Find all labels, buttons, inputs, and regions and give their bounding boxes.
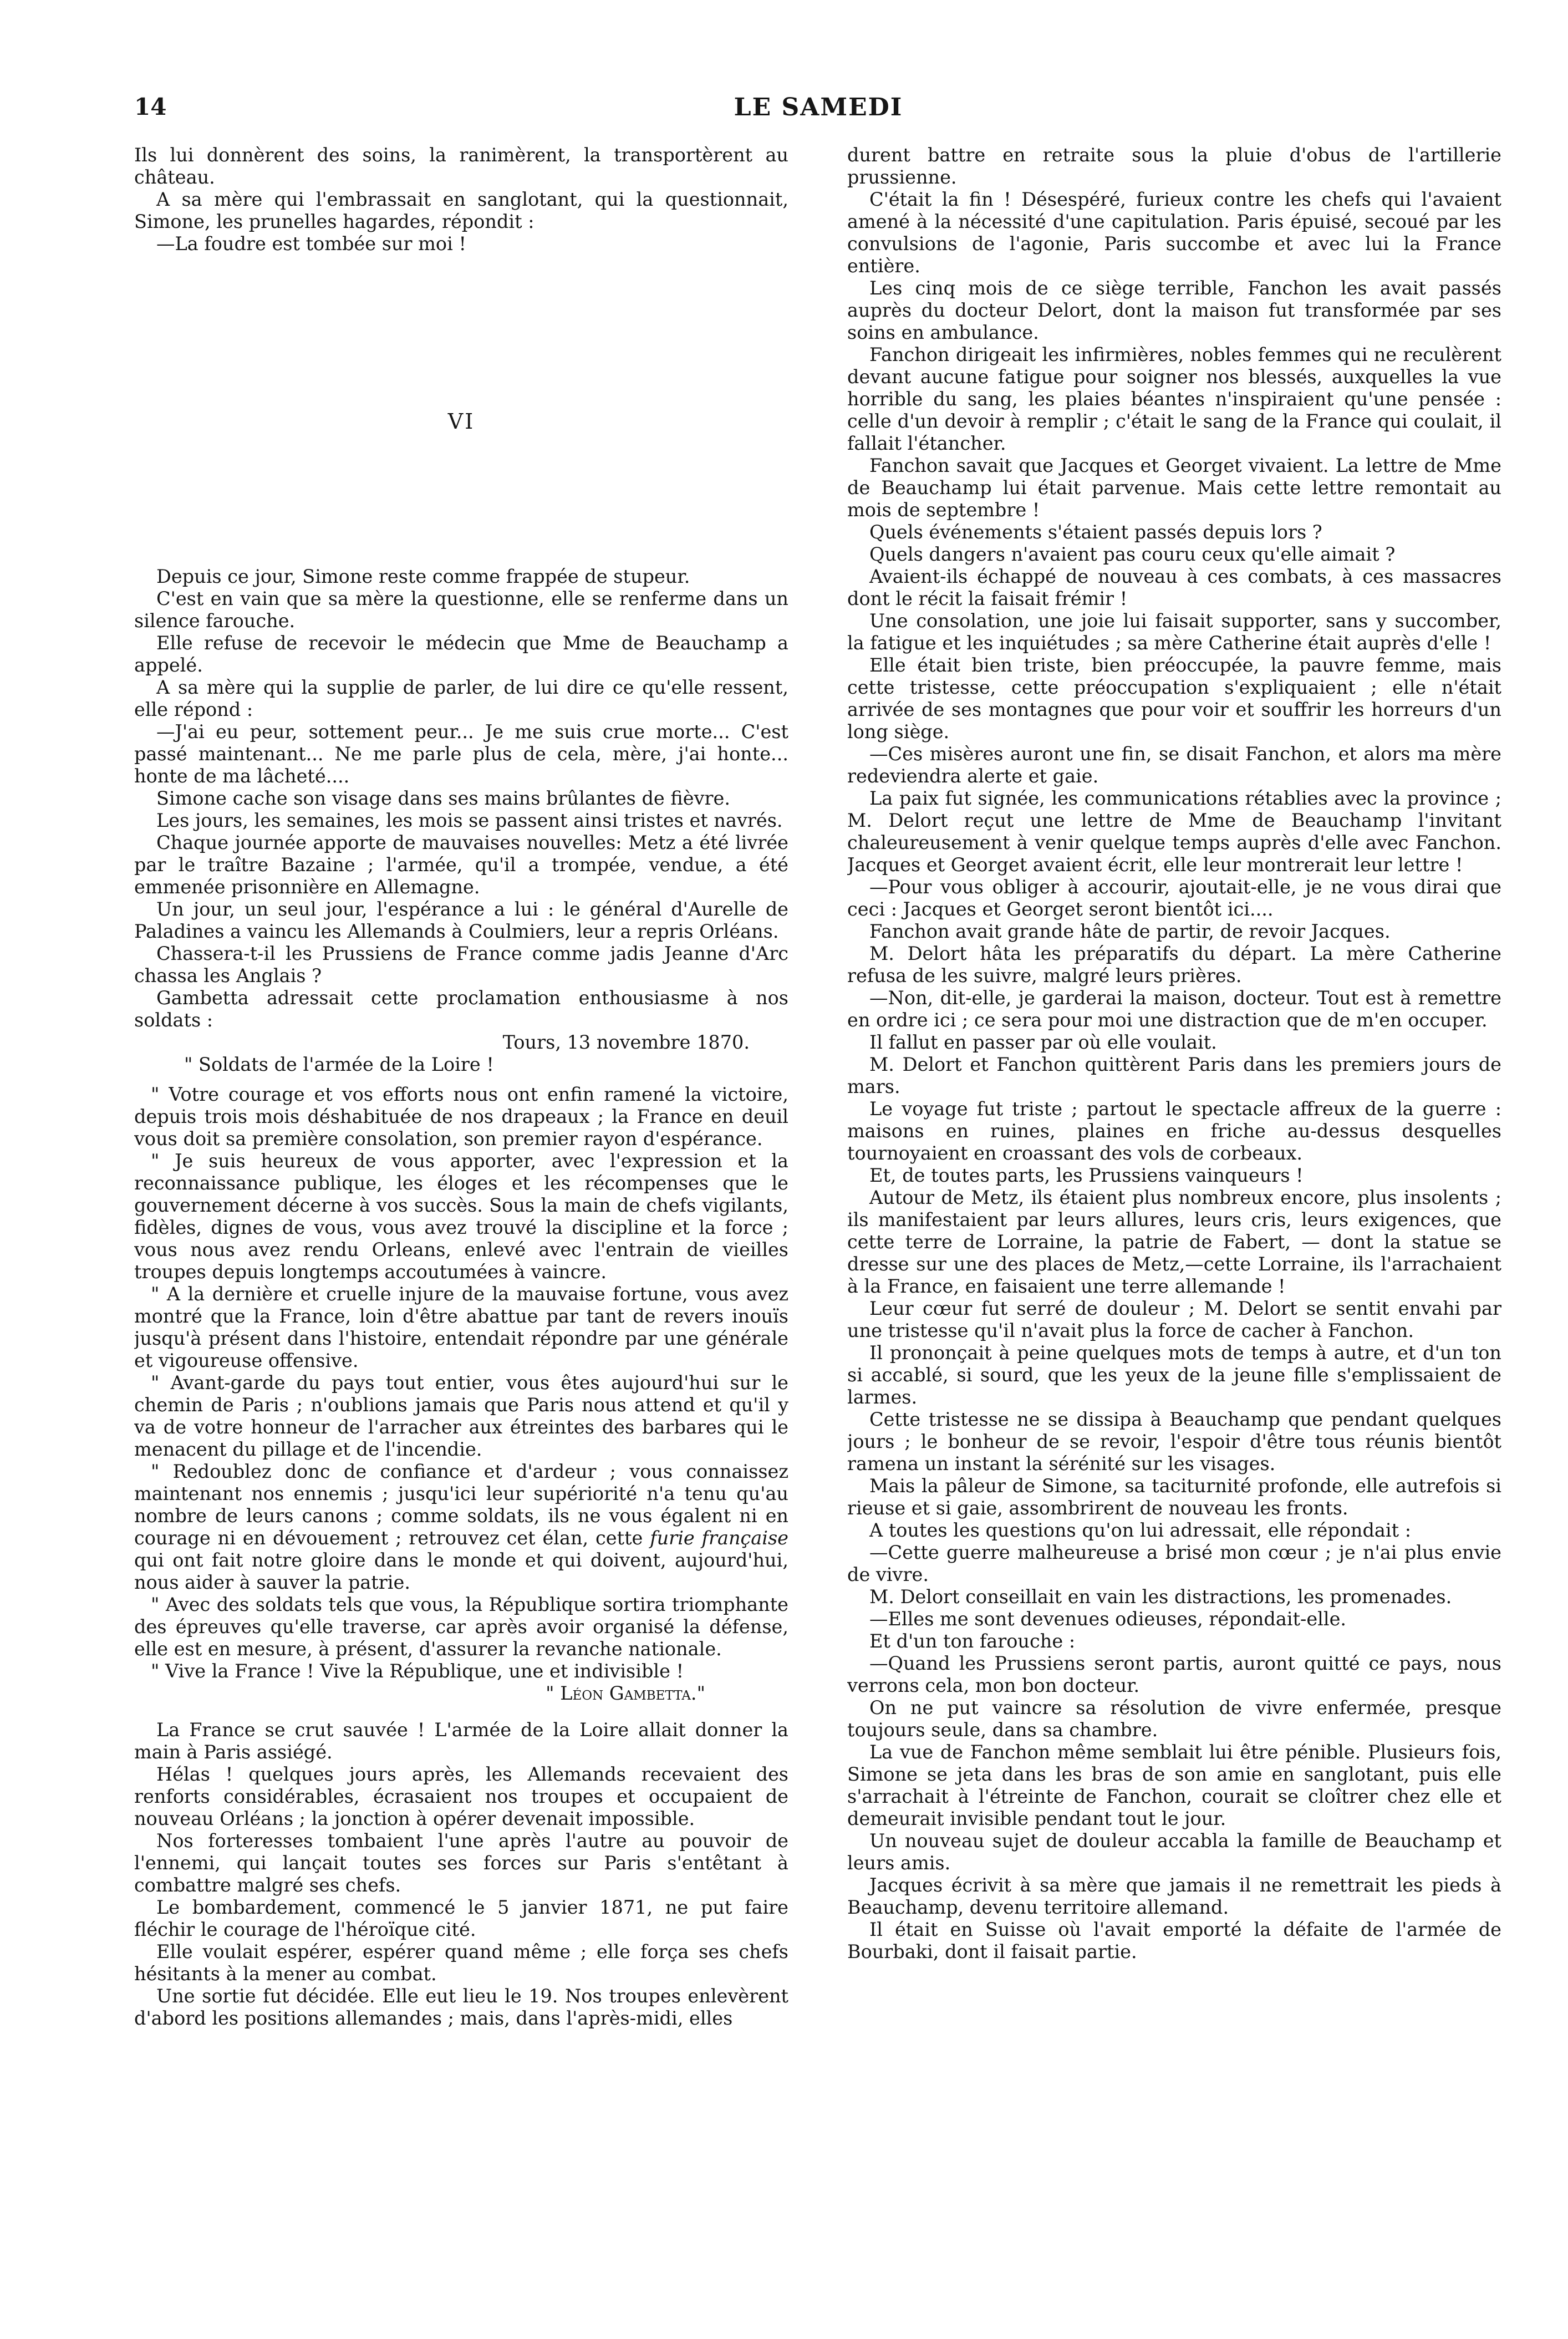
paragraph: Hélas ! quelques jours après, les Allemands recevaient des renforts considérables, écrasaient nos troupes et occupaient de nouveau Orléans ; la jonction à opérer devenait impossible. bbox=[134, 1763, 788, 1829]
paragraph: Quels événements s'étaient passés depuis lors ? bbox=[869, 521, 1322, 543]
paragraph: La paix fut signée, les communications rétablies avec la province ; M. Delort reçut une lettre de Mme de Beauchamp l'invitant chaleureusement à venir quelque temps auprès d'elle avec Fanchon. Jacques et Georget avaient écrit, elle leur montrerait leur lettre ! bbox=[847, 787, 1501, 876]
dialogue-line: —Cette guerre malheureuse a brisé mon cœur ; je n'ai plus envie de vivre. bbox=[847, 1542, 1501, 1585]
paragraph: Quels dangers n'avaient pas couru ceux qu'elle aimait ? bbox=[869, 543, 1396, 565]
paragraph: Il fallut en passer par où elle voulait. bbox=[869, 1031, 1217, 1053]
paragraph: Fanchon avait grande hâte de partir, de revoir Jacques. bbox=[869, 921, 1391, 942]
paragraph: durent battre en retraite sous la pluie d'obus de l'artillerie prussienne. bbox=[847, 144, 1501, 188]
paragraph: Une consolation, une joie lui faisait supporter, sans y succomber, la fatigue et les inquiétudes ; sa mère Catherine était auprès d'elle ! bbox=[847, 610, 1501, 654]
proclamation-paragraph: " Vive la France ! Vive la République, une et indivisible ! bbox=[151, 1660, 684, 1682]
paragraph: A sa mère qui la supplie de parler, de lui dire ce qu'elle ressent, elle répond : bbox=[134, 677, 788, 720]
paragraph: Autour de Metz, ils étaient plus nombreux encore, plus insolents ; ils manifestaient par leurs allures, leurs cris, leurs exigences, que cette terre de Lorraine, la patrie de Fabert, — dont la statue se dresse sur une des places de Metz,—cette Lorraine, ils l'arrachaient à la France, en faisaient une terre allemande ! bbox=[847, 1187, 1501, 1297]
paragraph: A toutes les questions qu'on lui adressait, elle répondait : bbox=[869, 1519, 1411, 1541]
section-number: VI bbox=[447, 409, 475, 434]
dialogue-line: —Elles me sont devenues odieuses, répondait-elle. bbox=[869, 1608, 1347, 1630]
proclamation-signature: " Léon Gambetta." bbox=[546, 1682, 705, 1704]
proclamation-paragraph: " Je suis heureux de vous apporter, avec l'expression et la reconnaissance publique, les éloges et les récompenses que le gouvernement décerne à vos succès. Sous la main de chefs vigilants, fidèles, dignes de vous, vous avez trouvé la discipline et la force ; vous nous avez rendu Orleans, enlevé avec l'entrain de vieilles troupes depuis longtemps accoutumées à vaincre. bbox=[134, 1150, 788, 1283]
proclamation-paragraph: " Avec des soldats tels que vous, la République sortira triomphante des épreuves qu'elle traverse, car après avoir organisé la défense, elle est en mesure, à présent, d'assurer la revanche nationale. bbox=[134, 1594, 788, 1660]
paragraph: Elle était bien triste, bien préoccupée, la pauvre femme, mais cette tristesse, cette préoccupation s'expliquaient ; elle n'était arrivée de ses montagnes que pour voir et souffrir les horreurs d'un long siège. bbox=[847, 654, 1501, 743]
paragraph: Leur cœur fut serré de douleur ; M. Delort se sentit envahi par une tristesse qu'il n'avait plus la force de cacher à Fanchon. bbox=[847, 1298, 1501, 1341]
paragraph: M. Delort conseillait en vain les distractions, les promenades. bbox=[869, 1586, 1452, 1608]
paragraph: Et, de toutes parts, les Prussiens vainqueurs ! bbox=[869, 1165, 1304, 1186]
dialogue-line: —Pour vous obliger à accourir, ajoutait-elle, je ne vous dirai que ceci : Jacques et Georget seront bientôt ici.... bbox=[847, 876, 1501, 920]
proclamation-paragraph: " A la dernière et cruelle injure de la mauvaise fortune, vous avez montré que la France, loin d'être abattue par tant de revers inouïs jusqu'à présent dans l'histoire, entendait répondre par une générale et vigoureuse offensive. bbox=[134, 1283, 788, 1371]
paragraph: Le bombardement, commencé le 5 janvier 1871, ne put faire fléchir le courage de l'héroïque cité. bbox=[134, 1896, 788, 1940]
dialogue-line: —Quand les Prussiens seront partis, auront quitté ce pays, nous verrons cela, mon bon docteur. bbox=[847, 1652, 1501, 1696]
italic-phrase: furie française bbox=[650, 1527, 788, 1549]
paragraph: C'était la fin ! Désespéré, furieux contre les chefs qui l'avaient amené à la nécessité d'une capitulation. Paris épuisé, secoué par les convulsions de l'agonie, Paris succombe et avec lui la France entière. bbox=[847, 189, 1501, 277]
paragraph: Fanchon savait que Jacques et Georget vivaient. La lettre de Mme de Beauchamp lui était parvenue. Mais cette lettre remontait au mois de septembre ! bbox=[847, 455, 1501, 521]
journal-title: LE SAMEDI bbox=[734, 93, 903, 121]
paragraph: Cette tristesse ne se dissipa à Beauchamp que pendant quelques jours ; le bonheur de se revoir, l'espoir d'être tous réunis bientôt ramena un instant la sérénité sur les visages. bbox=[847, 1409, 1501, 1474]
paragraph: Nos forteresses tombaient l'une après l'autre au pouvoir de l'ennemi, qui lançait toutes ses forces sur Paris s'entêtant à combattre malgré ses chefs. bbox=[134, 1830, 788, 1896]
paragraph: Fanchon dirigeait les infirmières, nobles femmes qui ne reculèrent devant aucune fatigue pour soigner nos blessés, auxquelles la vue horrible du sang, les plaies béantes n'inspiraient qu'une pensée : celle d'un devoir à remplir ; c'était le sang de la France qui coulait, il fallait l'étancher. bbox=[847, 344, 1501, 454]
paragraph: Jacques écrivit à sa mère que jamais il ne remettrait les pieds à Beauchamp, devenu territoire allemand. bbox=[847, 1874, 1501, 1918]
paragraph: Simone cache son visage dans ses mains brûlantes de fièvre. bbox=[156, 787, 730, 809]
text-run: qui ont fait notre gloire dans le monde et qui doivent, aujourd'hui, nous aider à sauver la patrie. bbox=[134, 1549, 788, 1593]
right-column bbox=[847, 144, 1501, 2329]
paragraph: Et d'un ton farouche : bbox=[869, 1630, 1076, 1652]
paragraph: M. Delort hâta les préparatifs du départ. La mère Catherine refusa de les suivre, malgré leurs prières. bbox=[847, 943, 1501, 987]
paragraph: Avaient-ils échappé de nouveau à ces combats, à ces massacres dont le récit la faisait frémir ! bbox=[847, 566, 1501, 609]
paragraph: Il était en Suisse où l'avait emporté la défaite de l'armée de Bourbaki, dont il faisait partie. bbox=[847, 1919, 1501, 1962]
paragraph: Les jours, les semaines, les mois se passent ainsi tristes et navrés. bbox=[156, 810, 783, 831]
paragraph: Ils lui donnèrent des soins, la ranimèrent, la transportèrent au château. bbox=[134, 144, 788, 188]
paragraph: Une sortie fut décidée. Elle eut lieu le 19. Nos troupes enlevèrent d'abord les positions allemandes ; mais, dans l'après-midi, elles bbox=[134, 1985, 788, 2029]
paragraph: C'est en vain que sa mère la questionne, elle se renferme dans un silence farouche. bbox=[134, 588, 788, 632]
paragraph: Le voyage fut triste ; partout le spectacle affreux de la guerre : maisons en ruines, plaines en friche au-dessus desquelles tournoyaient en croassant des vols de corbeaux. bbox=[847, 1098, 1501, 1164]
paragraph: On ne put vaincre sa résolution de vivre enfermée, presque toujours seule, dans sa chambre. bbox=[847, 1697, 1501, 1741]
page-number: 14 bbox=[134, 93, 167, 120]
paragraph: Chaque journée apporte de mauvaises nouvelles: Metz a été livrée par le traître Bazaine ; l'armée, qu'il a trompée, vendue, a été emmenée prisonnière en Allemagne. bbox=[134, 832, 788, 898]
paragraph: A sa mère qui l'embrassait en sanglotant, qui la questionnait, Simone, les prunelles hagardes, répondit : bbox=[134, 189, 788, 232]
proclamation-paragraph: " Votre courage et vos efforts nous ont enfin ramené la victoire, depuis trois mois déshabituée de nos drapeaux ; la France en deuil vous doit sa première consolation, son premier rayon d'espérance. bbox=[134, 1084, 788, 1150]
page-header bbox=[134, 93, 1503, 132]
paragraph: Il prononçait à peine quelques mots de temps à autre, et d'un ton si accablé, si sourd, que les yeux de la jeune fille s'emplissaient de larmes. bbox=[847, 1342, 1501, 1408]
proclamation-dateline: Tours, 13 novembre 1870. bbox=[502, 1031, 750, 1053]
dialogue-line: —La foudre est tombée sur moi ! bbox=[156, 233, 466, 255]
paragraph: Chassera-t-il les Prussiens de France comme jadis Jeanne d'Arc chassa les Anglais ? bbox=[134, 943, 788, 987]
paragraph: Elle voulait espérer, espérer quand même ; elle força ses chefs hésitants à la mener au combat. bbox=[134, 1941, 788, 1985]
dialogue-line: —J'ai eu peur, sottement peur... Je me suis crue morte... C'est passé maintenant... Ne me parle plus de cela, mère, j'ai honte... honte de ma lâcheté.... bbox=[134, 721, 788, 787]
text-run: " Redoublez donc de confiance et d'ardeur ; vous connaissez maintenant nos ennemis ; jusqu'ici leur supériorité n'a tenu qu'au nombre de leurs canons ; comme soldats, ils ne vous égalent ni en courage ni en dévouement ; retrouvez cet élan, cette bbox=[134, 1461, 788, 1549]
paragraph: Les cinq mois de ce siège terrible, Fanchon les avait passés auprès du docteur Delort, dont la maison fut transformée par ses soins en ambulance. bbox=[847, 277, 1501, 343]
proclamation-paragraph: " Avant-garde du pays tout entier, vous êtes aujourd'hui sur le chemin de Paris ; n'oublions jamais que Paris nous attend et qu'il y va de votre honneur de l'arracher aux étreintes des barbares qui le menacent du pillage et de l'incendie. bbox=[134, 1372, 788, 1460]
dialogue-line: —Ces misères auront une fin, se disait Fanchon, et alors ma mère redeviendra alerte et gaie. bbox=[847, 743, 1501, 787]
proclamation-paragraph bbox=[134, 1461, 788, 1594]
paragraph: Un nouveau sujet de douleur accabla la famille de Beauchamp et leurs amis. bbox=[847, 1830, 1501, 1874]
paragraph: Depuis ce jour, Simone reste comme frappée de stupeur. bbox=[156, 566, 690, 587]
left-column bbox=[134, 144, 788, 2329]
dialogue-line: —Non, dit-elle, je garderai la maison, docteur. Tout est à remettre en ordre ici ; ce sera pour moi une distraction que de m'en occuper. bbox=[847, 987, 1501, 1031]
paragraph: Gambetta adressait cette proclamation enthousiasme à nos soldats : bbox=[134, 987, 788, 1031]
paragraph: La France se crut sauvée ! L'armée de la Loire allait donner la main à Paris assiégé. bbox=[134, 1719, 788, 1763]
paragraph: Mais la pâleur de Simone, sa taciturnité profonde, elle autrefois si rieuse et si gaie, assombrirent de nouveau les fronts. bbox=[847, 1475, 1501, 1519]
proclamation-salutation: " Soldats de l'armée de la Loire ! bbox=[184, 1054, 494, 1075]
paragraph: La vue de Fanchon même semblait lui être pénible. Plusieurs fois, Simone se jeta dans les bras de son amie en sanglotant, puis elle s'arrachait à l'étreinte de Fanchon, courait se cloîtrer chez elle et demeurait invisible pendant tout le jour. bbox=[847, 1741, 1501, 1829]
paragraph: Un jour, un seul jour, l'espérance a lui : le général d'Aurelle de Paladines a vaincu les Allemands à Coulmiers, leur a repris Orléans. bbox=[134, 898, 788, 942]
paragraph: Elle refuse de recevoir le médecin que Mme de Beauchamp a appelé. bbox=[134, 632, 788, 676]
paragraph: M. Delort et Fanchon quittèrent Paris dans les premiers jours de mars. bbox=[847, 1054, 1501, 1097]
